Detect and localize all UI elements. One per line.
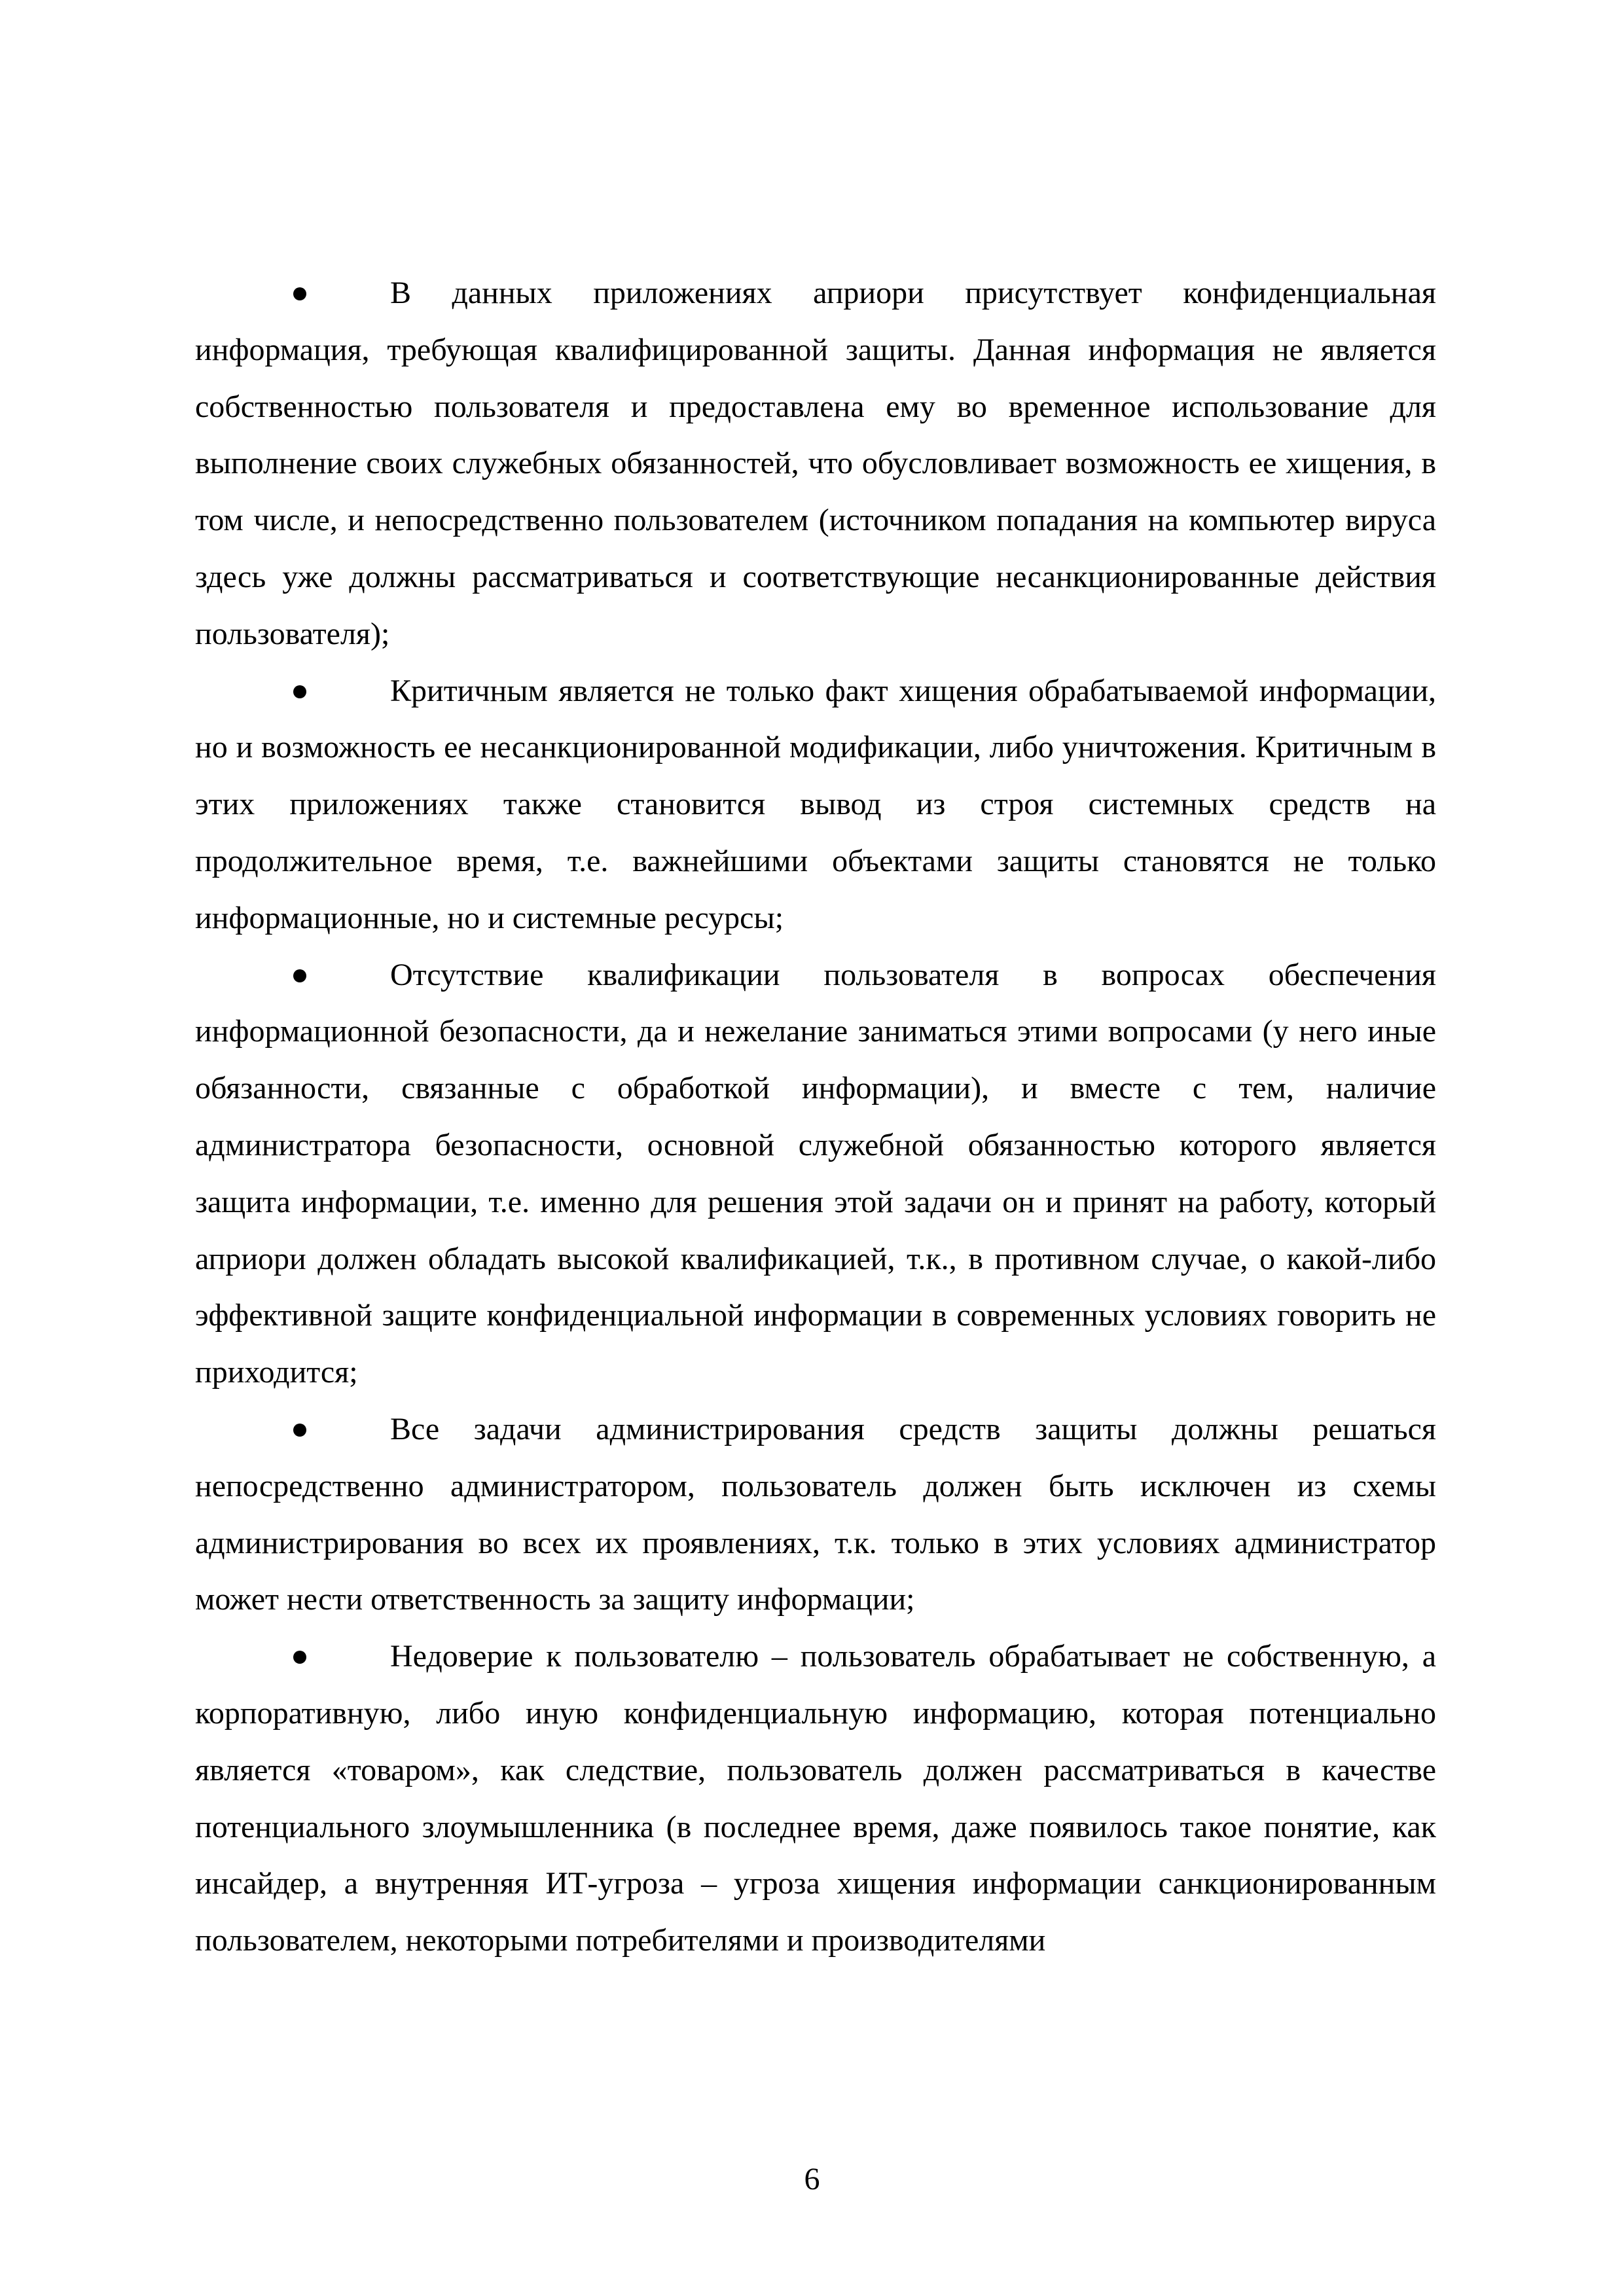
list-item — [195, 265, 1436, 663]
bullet-icon — [293, 1424, 306, 1437]
list-item-text: Недоверие к пользователю – пользователь обрабатывает не собственную, а корпоративную, либо иную конфиденциальную информацию, которая потенциально является «товаром», как следствие, пользователь должен рассматриваться в качестве потенциального злоумышленника (в последнее время, даже появилось такое понятие, как инсайдер, а внутренняя ИТ-угроза – угроза хищения информации санкционированным пользователем, некоторыми потребителями и производителями — [195, 1639, 1436, 1958]
list-item — [195, 663, 1436, 947]
page-number: 6 — [804, 2162, 820, 2197]
list-item — [195, 1401, 1436, 1628]
list-item-text: Критичным является не только факт хищения обрабатываемой информации, но и возможность ее несанкционированной модификации, либо уничтожения. Критичным в этих приложениях также становится вывод из строя системных средств на продолжительное время, т.е. важнейшими объектами защиты становятся не только информационные, но и системные ресурсы; — [195, 673, 1436, 935]
list-item-text: Все задачи администрирования средств защиты должны решаться непосредственно администратором, пользователь должен быть исключен из схемы администрирования во всех их проявлениях, т.к. только в этих условиях администратор может нести ответственность за защиту информации; — [195, 1411, 1436, 1617]
bullet-icon — [293, 1651, 306, 1664]
bullet-icon — [293, 969, 306, 982]
list-item-text: Отсутствие квалификации пользователя в вопросах обеспечения информационной безопасности, да и нежелание заниматься этими вопросами (у него иные обязанности, связанные с обработкой информации), и вместе с тем, наличие администратора безопасности, основной служебной обязанностью которого является защита информации, т.е. именно для решения этой задачи он и принят на работу, который априори должен обладать высокой квалификацией, т.к., в противном случае, о какой-либо эффективной защите конфиденциальной информации в современных условиях говорить не приходится; — [195, 957, 1436, 1390]
body-text — [195, 265, 1436, 1969]
list-item — [195, 947, 1436, 1401]
list-item — [195, 1628, 1436, 1969]
bullet-icon — [293, 685, 306, 698]
bullet-icon — [293, 287, 306, 300]
list-item-text: В данных приложениях априори присутствует конфиденциальная информация, требующая квалифицированной защиты. Данная информация не является собственностью пользователя и предоставлена ему во временное использование для выполнение своих служебных обязанностей, что обусловливает возможность ее хищения, в том числе, и непосредственно пользователем (источником попадания на компьютер вируса здесь уже должны рассматриваться и соответствующие несанкционированные действия пользователя); — [195, 276, 1436, 651]
